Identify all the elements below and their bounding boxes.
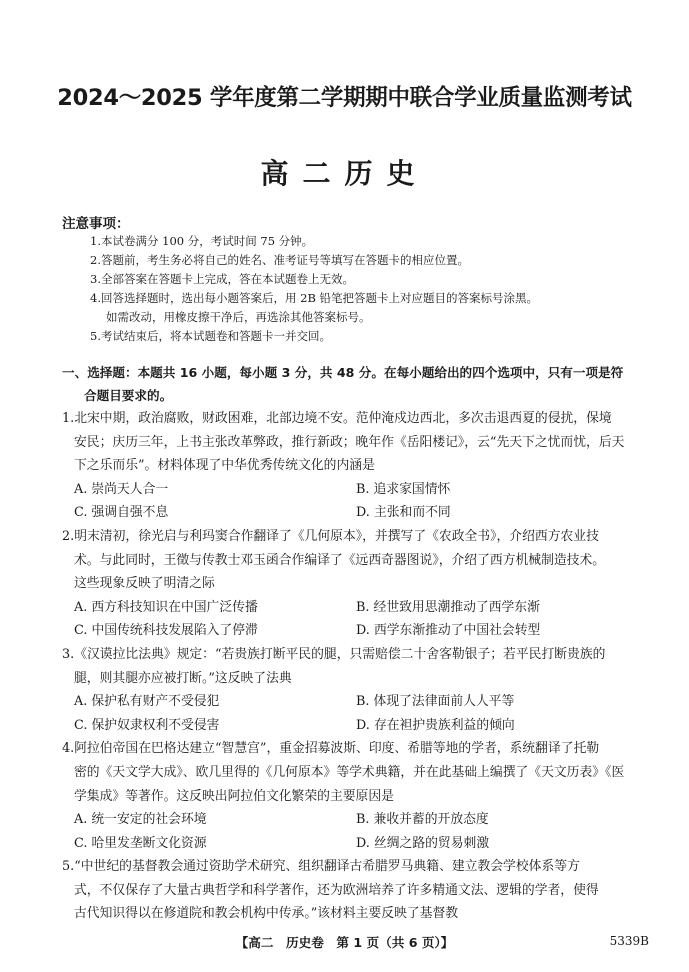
- option-b: B. 兼收并蓄的开放态度: [356, 812, 489, 828]
- option-row: [62, 808, 662, 832]
- question-text: 腿，则其腿亦应被打断。”这反映了法典: [74, 670, 292, 686]
- exam-title: 2024～2025 学年度第二学期期中联合学业质量监测考试: [57, 85, 632, 111]
- question-text: 这些现象反映了明清之际: [74, 576, 215, 592]
- notice-item: 4.回答选择题时，选出每小题答案后，用 2B 铅笔把答题卡上对应题目的答案标号涂黑。: [90, 291, 539, 305]
- question-text: 安民；庆历三年，上书主张改革弊政，推行新政；晚年作《岳阳楼记》，云“先天下之忧而忧，后天: [74, 434, 625, 450]
- question-text: 术。与此同时，王徵与传教士邓玉函合作编译了《远西奇器图说》，介绍了西方机械制造技术。: [74, 552, 606, 568]
- question-text: 密的《天文学大成》、欧几里得的《几何原本》等学术典籍，并在此基础上编撰了《天文历表》《医: [74, 764, 625, 780]
- question-text: 下之乐而乐”。材料体现了中华优秀传统文化的内涵是: [74, 458, 375, 474]
- question-text: 2.明末清初，徐光启与利玛窦合作翻译了《几何原本》，并撰写了《农政全书》，介绍西方农业技: [62, 528, 599, 544]
- option-row: [62, 478, 662, 502]
- question-text: 古代知识得以在修道院和教会机构中传承。”该材料主要反映了基督教: [74, 906, 459, 922]
- option-d: D. 西学东渐推动了中国社会转型: [356, 623, 541, 639]
- option-row: [62, 832, 662, 856]
- question-text: 式，不仅保存了大量古典哲学和科学著作，还为欧洲培养了许多精通文法、逻辑的学者，使得: [74, 882, 599, 898]
- question-text: 学集成》等著作。这反映出阿拉伯文化繁荣的主要原因是: [74, 788, 394, 804]
- question-text: 3.《汉谟拉比法典》规定：“若贵族打断平民的腿，只需赔偿二十舍客勒银子；若平民打断贵族的: [62, 646, 606, 662]
- option-a: A. 保护私有财产不受侵犯: [74, 694, 220, 710]
- question-text: 4.阿拉伯帝国在巴格达建立“智慧宫”，重金招募波斯、印度、希腊等地的学者，系统翻译了托勒: [62, 741, 600, 757]
- option-c: C. 强调自强不息: [74, 505, 169, 521]
- question-3: [62, 643, 662, 737]
- option-a: A. 西方科技知识在中国广泛传播: [74, 599, 258, 615]
- option-b: B. 经世致用思潮推动了西学东渐: [356, 599, 540, 615]
- page-footer: 【高二 历史卷 第 1 页（共 6 页）】: [235, 935, 454, 950]
- section-heading-line: 一、选择题：本题共 16 小题，每小题 3 分，共 48 分。在每小题给出的四个选项中，只有一项是符: [62, 365, 624, 380]
- question-text: 1.北宋中期，政治腐败，财政困难，北部边境不安。范仲淹戍边西北，多次击退西夏的侵扰，保境: [62, 411, 612, 426]
- option-d: D. 存在袒护贵族利益的倾向: [356, 717, 515, 733]
- option-c: C. 哈里发垄断文化资源: [74, 835, 207, 851]
- question-text: 5.“中世纪的基督教会通过资助学术研究、组织翻译古希腊罗马典籍、建立教会学校体系等方: [62, 859, 580, 875]
- notice-item: 1.本试卷满分 100 分，考试时间 75 分钟。: [90, 234, 314, 248]
- option-a: A. 统一安定的社会环境: [74, 812, 207, 828]
- option-row: [62, 501, 662, 525]
- option-row: [62, 690, 662, 714]
- option-b: B. 体现了法律面前人人平等: [356, 694, 515, 710]
- notice-item: 如需改动，用橡皮擦干净后，再选涂其他答案标号。: [106, 310, 371, 324]
- question-1: [62, 407, 662, 525]
- question-4: [62, 737, 662, 855]
- question-list: [62, 407, 662, 926]
- option-a: A. 崇尚天人合一: [74, 481, 169, 497]
- notice-heading: 注意事项：: [62, 216, 130, 232]
- notice-list: [90, 232, 670, 346]
- subject-title: 高二历史: [260, 157, 429, 190]
- notice-item: 5.考试结束后，将本试题卷和答题卡一并交回。: [90, 329, 331, 343]
- option-row: [62, 714, 662, 738]
- option-c: C. 保护奴隶权利不受侵害: [74, 717, 220, 733]
- notice-item: 3.全部答案在答题卡上完成，答在本试题卷上无效。: [90, 272, 354, 286]
- section-heading: [62, 361, 642, 407]
- question-5: [62, 855, 662, 926]
- option-c: C. 中国传统科技发展陷入了停滞: [74, 623, 258, 639]
- question-2: [62, 525, 662, 643]
- option-row: [62, 619, 662, 643]
- option-row: [62, 596, 662, 620]
- paper-code: 5339B: [609, 934, 649, 948]
- option-d: D. 主张和而不同: [356, 505, 451, 521]
- section-heading-line: 合题目要求的。: [84, 388, 173, 403]
- notice-item: 2.答题前，考生务必将自己的姓名、准考证号等填写在答题卡的相应位置。: [90, 253, 469, 267]
- option-d: D. 丝绸之路的贸易刺激: [356, 835, 490, 851]
- option-b: B. 追求家国情怀: [356, 481, 451, 497]
